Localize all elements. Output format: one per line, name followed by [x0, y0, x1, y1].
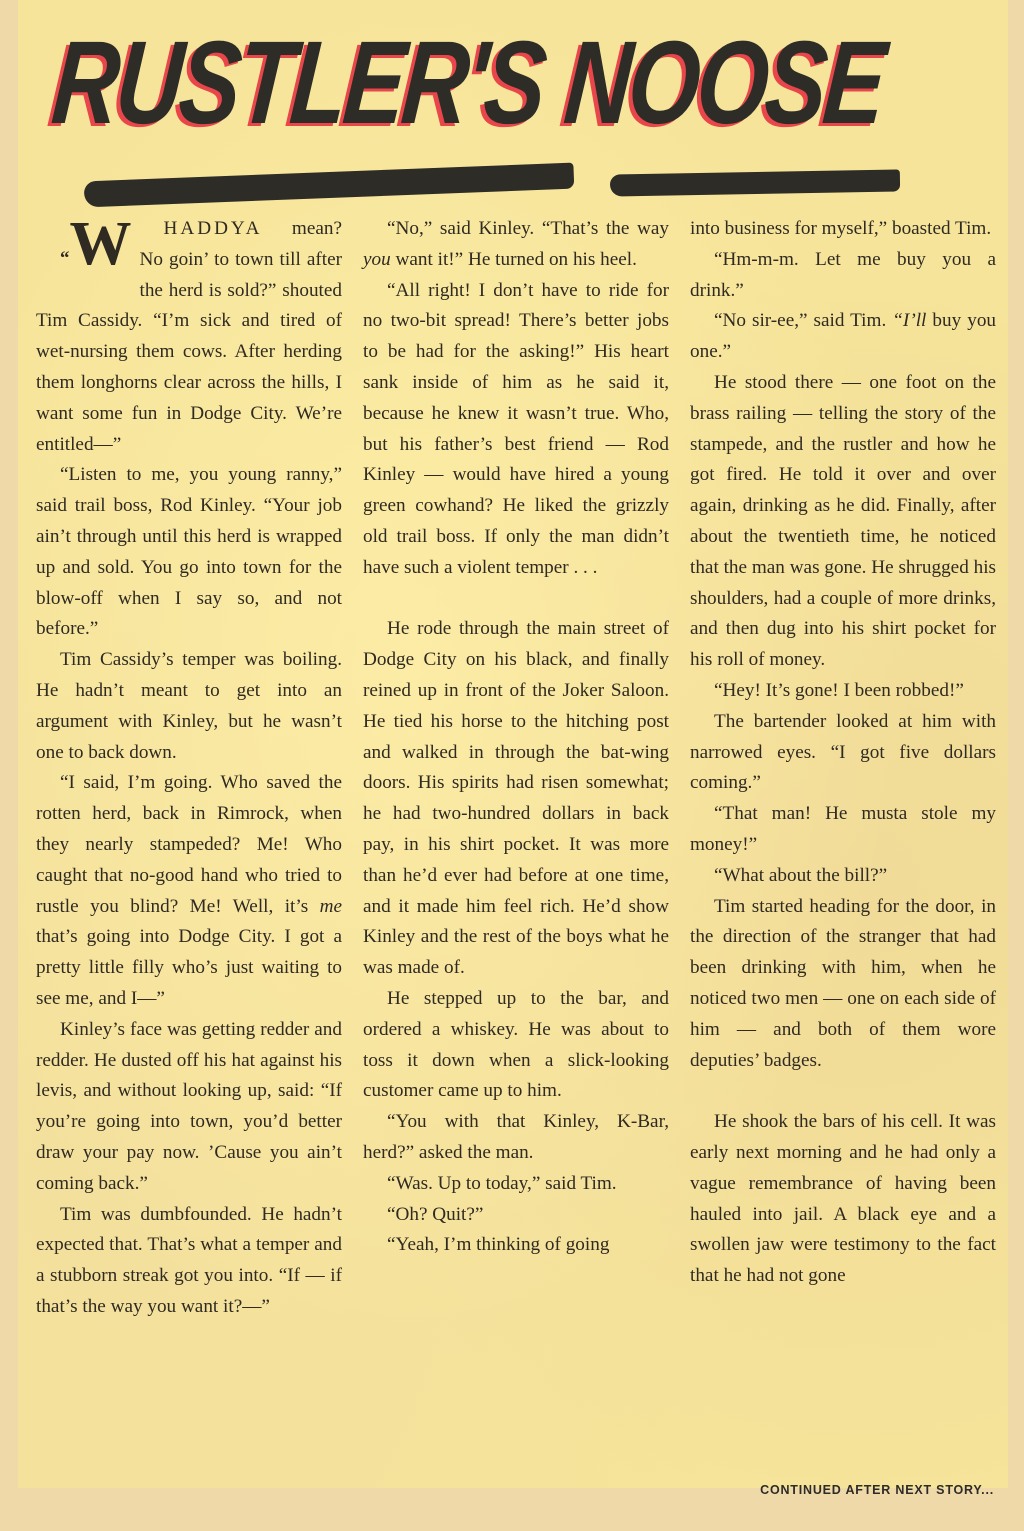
continued-notice: CONTINUED AFTER NEXT STORY... [760, 1483, 994, 1497]
emphasis: “I’ll [892, 310, 927, 332]
paragraph: Tim Cassidy’s temper was boiling. He hadn’t meant to get into an argument with Kinley, but he wasn’t one to back down. [36, 649, 342, 763]
column-3 [690, 214, 996, 1323]
paragraph: The bartender looked at him with narrowed eyes. “I got five dollars coming.” [690, 710, 996, 794]
paragraph: Tim was dumbfounded. He hadn’t expected that. That’s what a temper and a stubborn streak got you into. “If — if that’s the way you want it?—” [36, 1203, 342, 1317]
paragraph: “I said, I’m going. Who saved the rotten herd, back in Rimrock, when they nearly stampeded? Me! Who caught that no-good hand who tried to rustle you blind? Me! Well, it’s me that’s going into Dodge City. I got a pretty little filly who’s just waiting to see me, and I—” [36, 772, 342, 1009]
paragraph: into business for myself,” boasted Tim. [690, 218, 992, 239]
drop-cap: “W [60, 210, 132, 278]
paragraph: “Listen to me, you young ranny,” said trail boss, Rod Kinley. “Your job ain’t through until this herd is wrapped up and sold. You go into town for the blow-off when I say so, and not before.” [36, 464, 342, 640]
paragraph: “That man! He musta stole my money!” [690, 803, 996, 855]
paragraph: He stepped up to the bar, and ordered a whiskey. He was about to toss it down when a slick-looking customer came up to him. [363, 987, 669, 1102]
opening-paragraph: “W HADDYA mean? No goin’ to town till after the herd is sold?” shouted Tim Cassidy. “I’m sick and tired of wet-nursing them cows. After herding them longhorns clear across the hills, I want some fun in Dodge City. We’re entitled—” [36, 210, 342, 455]
story-columns [36, 210, 996, 1323]
column-1 [36, 210, 342, 1323]
story-title: RUSTLER'S NOOSE [47, 17, 888, 149]
paragraph: Tim started heading for the door, in the direction of the stranger that had been drinking with him, when he noticed two men — one on each side of him — and both of them wore deputies’ badges. [690, 895, 996, 1071]
column-2 [363, 214, 669, 1323]
paragraph: “What about the bill?” [714, 864, 888, 886]
paragraph: He rode through the main street of Dodge City on his black, and finally reined up in front of the Joker Saloon. He tied his horse to the hitching post and walked in through the bat-wing doors. His spirits had risen somewhat; he had two-hundred dollars in back pay, in his shirt pocket. It was more than he’d ever had before at one time, and it made him feel rich. He’d show Kinley and the rest of the boys what he was made of. [363, 618, 669, 979]
paragraph: “No,” said Kinley. “That’s the way you want it!” He turned on his heel. [363, 218, 669, 270]
story-title-block [40, 17, 970, 200]
paragraph: “You with that Kinley, K-Bar, herd?” asked the man. [363, 1111, 669, 1163]
title-brush-underline-right [610, 169, 900, 196]
emphasis: me [319, 895, 342, 917]
paragraph: “Yeah, I’m thinking of going [387, 1234, 610, 1256]
paragraph: “Oh? Quit?” [387, 1203, 484, 1225]
opening-caps: HADDYA [163, 218, 263, 239]
paragraph: Kinley’s face was getting redder and redder. He dusted off his hat against his levis, and without looking up, said: “If you’re going into town, you’d better draw your pay now. ’Cause you ain’t coming back.” [36, 1018, 342, 1194]
paragraph: “No sir-ee,” said Tim. “I’ll buy you one.” [690, 310, 996, 363]
emphasis: you [363, 248, 391, 270]
paragraph: He stood there — one foot on the brass railing — telling the story of the stampede, and the rustler and how he got fired. He told it over and over again, drinking as he did. Finally, after about the twentieth time, he noticed that the man was gone. He shrugged his shoulders, had a couple of more drinks, and then dug into his shirt pocket for his roll of money. [690, 371, 996, 671]
paragraph: “All right! I don’t have to ride for no two-bit spread! There’s better jobs to be had for the asking!” His heart sank inside of him as he said it, because he knew it wasn’t true. Who, but his father’s best friend — Rod Kinley — would have hired a young green cowhand? He liked the grizzly old trail boss. If only the man didn’t have such a violent temper . . . [363, 279, 669, 578]
paragraph: “Hm-m-m. Let me buy you a drink.” [690, 248, 996, 301]
paragraph: He shook the bars of his cell. It was early next morning and he had only a vague remembrance of having been hauled into jail. A black eye and a swollen jaw were testimony to the fact that he had not gone [690, 1111, 996, 1287]
paragraph: “Hey! It’s gone! I been robbed!” [714, 679, 964, 701]
paragraph: “Was. Up to today,” said Tim. [387, 1172, 617, 1194]
